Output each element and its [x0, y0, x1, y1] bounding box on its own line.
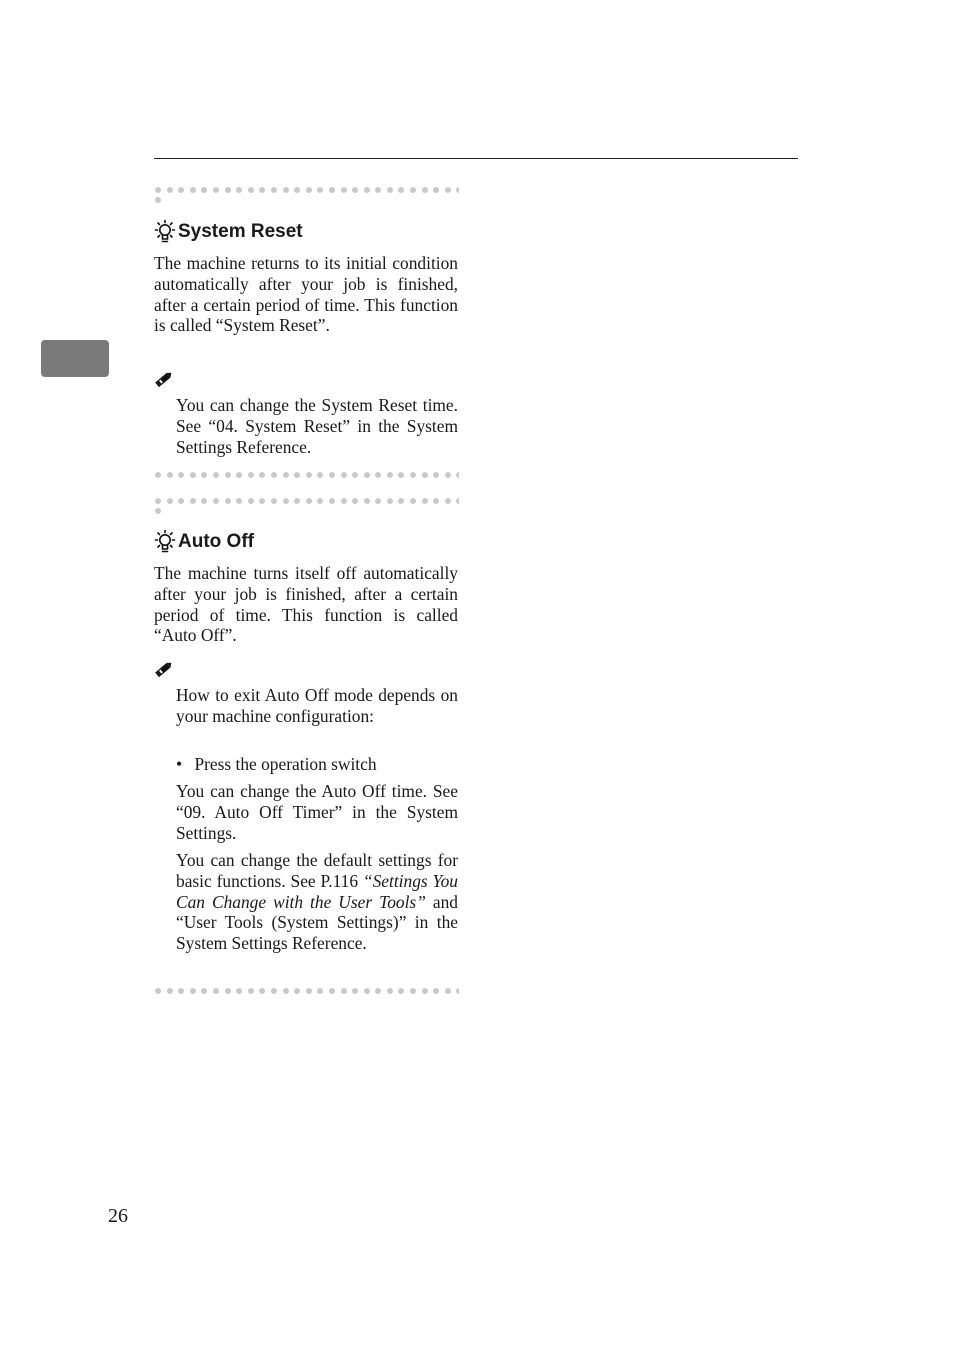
border-dot [433, 498, 439, 504]
page-number: 26 [108, 1205, 128, 1227]
border-dot [433, 472, 439, 478]
border-dot [375, 187, 381, 193]
border-dot [456, 187, 459, 193]
border-dot [410, 498, 416, 504]
border-dot [410, 988, 416, 994]
border-dot [248, 472, 254, 478]
section-title: System Reset [178, 221, 303, 242]
border-dot [456, 472, 459, 478]
note-text-tail: and “User Tools (System Settings)” in the System Settings Reference. [176, 891, 458, 954]
section-body: The machine turns itself off automatically after your job is finished, after a certain period of time. This function is called “Auto Off”. [154, 563, 458, 646]
border-dot [225, 472, 231, 478]
border-dot [306, 472, 312, 478]
border-dot [317, 472, 323, 478]
border-dot [178, 472, 184, 478]
border-dot [236, 498, 242, 504]
cross-reference-link[interactable]: “Settings You Can Change with the User Tools” [176, 870, 458, 912]
lightbulb-icon [153, 529, 177, 555]
border-dot [352, 472, 358, 478]
border-dot [283, 472, 289, 478]
border-dot [167, 472, 173, 478]
note-text-lead: You can change the default settings for basic functions. See P.116 [176, 850, 458, 891]
border-dot [341, 472, 347, 478]
border-dot [271, 187, 277, 193]
border-dot [201, 187, 207, 193]
bullet-marker: • [176, 754, 183, 774]
border-dot [306, 498, 312, 504]
border-dot [190, 988, 196, 994]
lightbulb-icon [153, 219, 177, 245]
dotted-border-bottom [155, 472, 459, 484]
pencil-note-icon [154, 369, 174, 394]
border-dot [155, 498, 161, 504]
dotted-border-corner [155, 197, 169, 209]
border-dot [387, 498, 393, 504]
dotted-border-top [155, 498, 459, 510]
border-dot [317, 988, 323, 994]
border-dot [259, 472, 265, 478]
border-dot [375, 472, 381, 478]
border-dot [433, 187, 439, 193]
header-rule [154, 158, 798, 159]
border-dot [387, 187, 393, 193]
border-dot [248, 988, 254, 994]
border-dot [364, 187, 370, 193]
border-dot [364, 498, 370, 504]
border-dot [352, 498, 358, 504]
border-dot [225, 988, 231, 994]
border-dot [294, 498, 300, 504]
border-dot [433, 988, 439, 994]
border-dot [190, 498, 196, 504]
border-dot [178, 498, 184, 504]
border-dot [155, 988, 161, 994]
note-text: You can change the System Reset time. See “04. System Reset” in the System Settings Reference. [176, 395, 458, 457]
border-dot [422, 187, 428, 193]
border-dot [167, 187, 173, 193]
border-dot [225, 187, 231, 193]
border-dot [445, 988, 451, 994]
border-dot [213, 187, 219, 193]
border-dot [456, 498, 459, 504]
pencil-note-icon [154, 659, 174, 684]
border-dot [387, 988, 393, 994]
border-dot [236, 472, 242, 478]
border-dot [155, 187, 161, 193]
border-dot [352, 988, 358, 994]
border-dot [225, 498, 231, 504]
border-dot [445, 472, 451, 478]
border-dot [259, 187, 265, 193]
border-dot [329, 988, 335, 994]
border-dot [178, 187, 184, 193]
section-heading [153, 219, 303, 245]
border-dot [410, 472, 416, 478]
border-dot [387, 472, 393, 478]
border-dot [410, 187, 416, 193]
border-dot [271, 472, 277, 478]
border-dot [190, 187, 196, 193]
border-dot [248, 187, 254, 193]
bullet-text: Press the operation switch [194, 754, 377, 774]
border-dot [398, 988, 404, 994]
dotted-border-corner [155, 508, 169, 520]
border-dot [213, 472, 219, 478]
section-body: The machine returns to its initial condition automatically after your job is finished, after a certain period of time. This function is called “System Reset”. [154, 253, 458, 336]
border-dot [236, 988, 242, 994]
border-dot [329, 498, 335, 504]
border-dot [294, 187, 300, 193]
border-dot [445, 498, 451, 504]
border-dot [283, 988, 289, 994]
border-dot [341, 187, 347, 193]
chapter-tab [41, 340, 109, 377]
border-dot [155, 472, 161, 478]
border-dot [167, 988, 173, 994]
border-dot [201, 472, 207, 478]
border-dot [236, 187, 242, 193]
section-title: Auto Off [178, 531, 254, 552]
border-dot [178, 988, 184, 994]
border-dot [398, 472, 404, 478]
border-dot [283, 187, 289, 193]
border-dot [329, 187, 335, 193]
border-dot [375, 498, 381, 504]
border-dot [398, 498, 404, 504]
border-dot [306, 187, 312, 193]
border-dot [213, 498, 219, 504]
note-text: You can change the Auto Off time. See “09. Auto Off Timer” in the System Settings. [176, 781, 458, 843]
border-dot [271, 498, 277, 504]
border-dot [445, 187, 451, 193]
border-dot [456, 988, 459, 994]
border-dot [259, 498, 265, 504]
border-dot [201, 988, 207, 994]
border-dot [294, 988, 300, 994]
border-dot [213, 988, 219, 994]
border-dot [259, 988, 265, 994]
border-dot [341, 988, 347, 994]
section-heading [153, 529, 254, 555]
border-dot [317, 498, 323, 504]
bullet-item [176, 754, 458, 775]
border-dot [422, 498, 428, 504]
border-dot [341, 498, 347, 504]
dotted-border-bottom [155, 988, 459, 1000]
border-dot [306, 988, 312, 994]
note-intro: How to exit Auto Off mode depends on your machine configuration: [176, 685, 458, 726]
dotted-border-top [155, 187, 459, 199]
border-dot [190, 472, 196, 478]
border-dot [364, 472, 370, 478]
border-dot [317, 187, 323, 193]
border-dot [375, 988, 381, 994]
border-dot [352, 187, 358, 193]
border-dot [167, 498, 173, 504]
border-dot [283, 498, 289, 504]
border-dot [422, 472, 428, 478]
border-dot [294, 472, 300, 478]
border-dot [329, 472, 335, 478]
border-dot [398, 187, 404, 193]
border-dot [201, 498, 207, 504]
border-dot [364, 988, 370, 994]
border-dot [271, 988, 277, 994]
border-dot [248, 498, 254, 504]
note-text [176, 850, 458, 954]
border-dot [422, 988, 428, 994]
